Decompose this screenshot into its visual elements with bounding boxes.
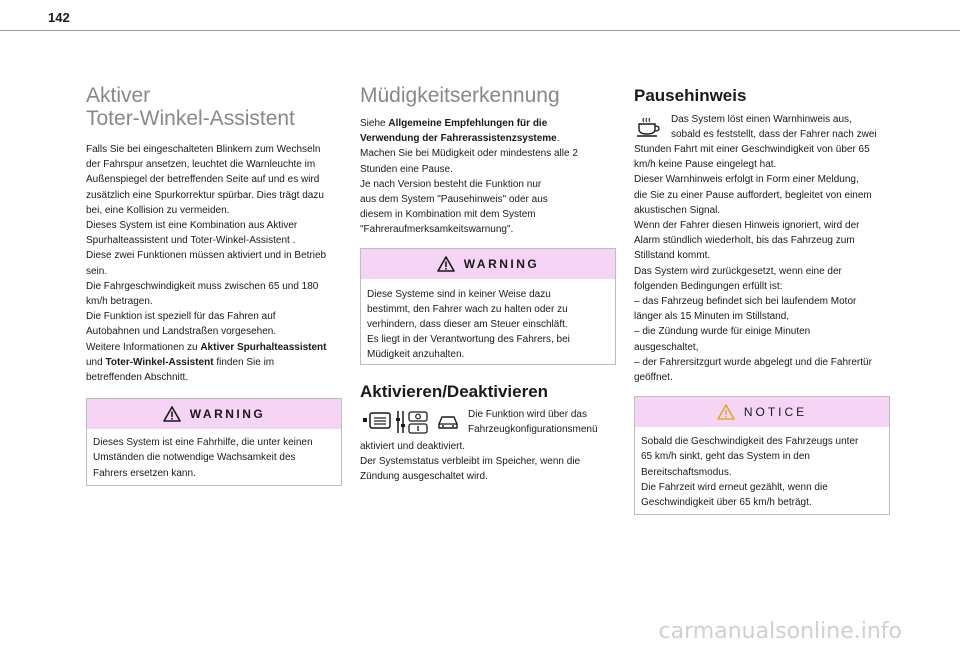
body-line: Machen Sie bei Müdigkeit oder mindestens alle 2 bbox=[360, 148, 578, 160]
top-divider bbox=[0, 30, 960, 31]
body-line: folgenden Bedingungen erfüllt ist: bbox=[634, 280, 783, 292]
more-info-line: und Toter-Winkel-Assistent finden Sie im bbox=[86, 356, 275, 368]
cross-reference-general-recommendations: Allgemeine Empfehlungen für die bbox=[388, 118, 548, 129]
body-line: Je nach Version besteht die Funktion nur bbox=[360, 178, 542, 190]
body-line: – das Fahrzeug befindet sich bei laufendem Motor bbox=[634, 296, 857, 308]
break-reminder-intro bbox=[634, 112, 890, 142]
body-line: Stunden Fahrt mit einer Geschwindigkeit von über 65 bbox=[634, 144, 870, 155]
body-line: bei, eine Kollision zu vermeiden. bbox=[86, 204, 230, 216]
notice-header bbox=[635, 397, 889, 427]
intro-text-right: Das System löst einen Warnhinweis aus, sobald es feststellt, dass der Fahrer nach zwei bbox=[671, 114, 877, 141]
touchscreen-icon bbox=[362, 412, 392, 430]
body-line: – der Fahrersitzgurt wurde abgelegt und die Fahrertür bbox=[634, 356, 872, 368]
body-line: Wenn der Fahrer diesen Hinweis ignoriert, wird der bbox=[634, 220, 860, 232]
section-title: Pausehinweis bbox=[634, 86, 747, 105]
vehicle-settings-icon bbox=[395, 409, 429, 435]
notice-body: Sobald die Geschwindigkeit des Fahrzeugs unter 65 km/h sinkt, geht das System in den Bereitschaftsmodus. Die Fahrzeit wird erneut gezählt, wenn die Geschwindigkeit über 65 km/h beträgt. bbox=[641, 436, 859, 509]
body-line: Falls Sie bei eingeschalteten Blinkern zum Wechseln bbox=[86, 144, 321, 155]
section-title: Aktiver Toter-Winkel-Assistent bbox=[86, 84, 295, 130]
body-line: betreffenden Abschnitt. bbox=[86, 372, 189, 384]
body-line: km/h betragen. bbox=[86, 296, 153, 308]
car-icon bbox=[436, 413, 460, 431]
body-line: Autobahnen und Landstraßen vorgesehen. bbox=[86, 326, 277, 338]
warning-title: WARNING bbox=[463, 256, 540, 271]
body-line: Stillstand kommt. bbox=[634, 250, 711, 262]
cross-reference-lane-assist: Aktiver Spurhalteassistent bbox=[200, 341, 327, 353]
section-body bbox=[634, 142, 890, 385]
warning-body: Dieses System ist eine Fahrhilfe, die unter keinen Umständen die notwendige Wachsamkeit des Fahrers ersetzen kann. bbox=[93, 437, 313, 479]
body-line: der Fahrspur ansetzen, leuchtet die Warnleuchte im bbox=[86, 159, 316, 171]
section-body bbox=[86, 142, 342, 385]
body-line: geöffnet. bbox=[634, 372, 673, 384]
watermark: carmanualsonline.info bbox=[658, 619, 902, 644]
body-line: Außenspiegel der betreffenden Seite auf und es wird bbox=[86, 174, 320, 186]
body-line: Stunden eine Pause. bbox=[360, 163, 453, 175]
body-line: die Sie zu einer Pause auffordert, begleitet von einem bbox=[634, 189, 872, 201]
section-title: Müdigkeitserkennung bbox=[360, 84, 560, 107]
notice-box bbox=[634, 396, 890, 515]
body-line: "Fahreraufmerksamkeitswarnung". bbox=[360, 224, 514, 236]
body-line: akustischen Signal. bbox=[634, 204, 721, 216]
body-line: Alarm stündlich wiederholt, bis das Fahrzeug zum bbox=[634, 235, 855, 247]
warning-box bbox=[360, 248, 616, 365]
more-info-line: Weitere Informationen zu Aktiver Spurhalteassistent bbox=[86, 341, 327, 353]
body-line: – die Zündung wurde für einige Minuten bbox=[634, 326, 811, 338]
body-line: sein. bbox=[86, 265, 108, 277]
body-line: Dieses System ist eine Kombination aus Aktiver bbox=[86, 220, 298, 232]
section-blind-spot-assist bbox=[86, 84, 342, 486]
coffee-cup-icon bbox=[636, 116, 662, 138]
body-line: Das System wird zurückgesetzt, wenn eine der bbox=[634, 265, 842, 277]
body-line: aus dem System "Pausehinweis" oder aus bbox=[360, 194, 548, 206]
section-fatigue-detection bbox=[360, 84, 616, 484]
section-body: Siehe Allgemeine Empfehlungen für die Verwendung der Fahrerassistenzsysteme. Machen Sie bei Müdigkeit oder mindestens alle 2 Stunden eine Pause. Je nach Version besteht die Funktion nur aus dem System "Pausehinweis" oder aus diesem in Kombination mit dem System "Fahreraufmerksamkeitswarnung". bbox=[360, 116, 616, 238]
notice-triangle-icon bbox=[717, 404, 735, 420]
body-line: Dieser Warnhinweis erfolgt in Form einer Meldung, bbox=[634, 174, 859, 186]
body-line: Diese zwei Funktionen müssen aktiviert und in Betrieb bbox=[86, 250, 327, 262]
section-break-reminder bbox=[634, 84, 890, 515]
body-line: ausgeschaltet, bbox=[634, 341, 699, 353]
warning-box bbox=[86, 398, 342, 486]
body-line: Spurhalteassistent und Toter-Winkel-Assistent . bbox=[86, 235, 296, 247]
body-line: diesem in Kombination mit dem System bbox=[360, 209, 536, 221]
page-number: 142 bbox=[48, 10, 70, 25]
body-line: Die Fahrgeschwindigkeit muss zwischen 65 und 180 bbox=[86, 280, 319, 292]
warning-header bbox=[361, 249, 615, 279]
warning-title: WARNING bbox=[189, 407, 266, 422]
warning-triangle-icon bbox=[437, 256, 455, 272]
warning-header bbox=[87, 399, 341, 429]
body-line: länger als 15 Minuten im Stillstand, bbox=[634, 311, 790, 323]
body-line: zusätzlich eine Spurkorrektur spürbar. Dies trägt dazu bbox=[86, 189, 324, 201]
activation-text-right: Die Funktion wird über das Fahrzeugkonfigurationsmenü bbox=[468, 408, 598, 435]
body-line: km/h keine Pause eingelegt hat. bbox=[634, 159, 777, 171]
body-line: Die Funktion ist speziell für das Fahren auf bbox=[86, 311, 276, 323]
warning-triangle-icon bbox=[163, 406, 181, 422]
notice-title: NOTICE bbox=[743, 405, 808, 420]
activation-text: aktiviert und deaktiviert. Der Systemstatus verbleibt im Speicher, wenn die Zündung ausgeschaltet wird. bbox=[360, 440, 581, 483]
cross-reference-blind-spot: Toter-Winkel-Assistent bbox=[105, 356, 214, 368]
activation-icons-row bbox=[360, 409, 616, 439]
warning-body: Diese Systeme sind in keiner Weise dazu bestimmt, den Fahrer wach zu halten oder zu verhindern, dass dieser am Steuer einschläft. Es liegt in der Verantwortung des Fahrers, bei Müdigkeit anzuhalten. bbox=[367, 288, 570, 361]
subsection-title: Aktivieren/Deaktivieren bbox=[360, 381, 549, 401]
